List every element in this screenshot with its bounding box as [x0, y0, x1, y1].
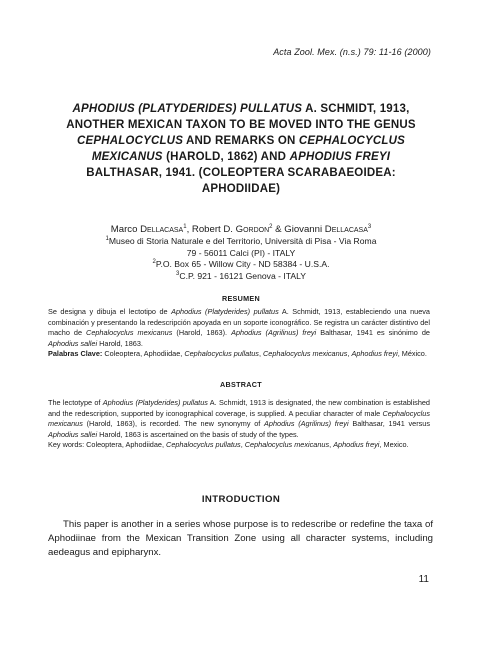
introduction-paragraph: This paper is another in a series whose purpose is to redescribe or redefine the taxa of Aphodiinae from the Mexican Transition Zone using all character systems, including aedeagus and epipharynx.: [48, 519, 433, 558]
resumen-kw-label: Palabras Clave:: [48, 349, 103, 359]
abstract-heading: ABSTRACT: [220, 380, 262, 389]
title-genus-1: CEPHALOCYCLUS: [76, 135, 184, 147]
abstract-t2: Aphodius (Platyderides) pullatus: [102, 398, 208, 407]
resumen-t2: Aphodius (Platyderides) pullatus: [171, 307, 279, 316]
abstract-kw6: Aphodius freyi: [333, 440, 380, 450]
resumen-kw7: , México.: [397, 349, 427, 359]
title-line-6: APHODIIDAE): [201, 183, 281, 195]
affiliation-1: [40, 236, 442, 248]
author-sep-1: , Robert D.: [186, 224, 236, 235]
title-author-year: A. SCHMIDT, 1913,: [302, 103, 410, 115]
resumen-heading: RESUMEN: [221, 294, 261, 303]
resumen-t8: Aphodius sallei: [48, 338, 98, 348]
abstract-kw7: , Mexico.: [379, 440, 409, 450]
resumen-body: [48, 307, 430, 360]
abstract-text: [48, 398, 430, 440]
resumen-t3: A. Schmidt, 1913, estableciendo una nueva combinación y presentando la redescripción apoyada en un soporte iconográfico. Se registra un carácter distintivo del macho de: [48, 307, 430, 338]
title-line-2: ANOTHER MEXICAN TAXON TO BE MOVED INTO THE GENUS: [66, 119, 416, 131]
resumen-t1: Se designa y dibuja el lectotipo de: [48, 307, 172, 316]
title-species-freyi: APHODIUS FREYI: [289, 151, 391, 163]
authors-block: [40, 223, 442, 282]
resumen-kw4: Cephalocyclus mexicanus: [263, 349, 348, 359]
affiliation-2: [40, 259, 442, 271]
author-sep-2: & Giovanni: [272, 224, 325, 235]
author-2-last: Gordon: [235, 224, 270, 235]
abstract-t5: (Harold, 1863), is recorded. The new synonymy of: [82, 419, 265, 429]
resumen-t9: Harold, 1863.: [97, 338, 143, 348]
resumen-kw5: ,: [347, 349, 352, 359]
title-line-5: BALTHASAR, 1941. (COLEOPTERA SCARABAEOIDEA:: [86, 167, 396, 179]
abstract-t9: Harold, 1863 is ascertained on the basis of study of the types.: [97, 429, 299, 439]
abstract-t6: Aphodius (Agrilinus) freyi: [264, 419, 349, 429]
author-1-sup: 1: [183, 223, 187, 230]
abstract-t1: The lectotype of: [48, 398, 103, 407]
author-2-sup: 2: [269, 223, 273, 230]
abstract-kw1: Coleoptera, Aphodiidae,: [84, 440, 167, 450]
affiliation-1-line-2: 79 - 56011 Calci (PI) - ITALY: [186, 247, 296, 258]
abstract-t8: Aphodius sallei: [48, 429, 98, 439]
affiliation-1-sup: 1: [105, 236, 109, 243]
author-3-sup: 3: [367, 223, 372, 230]
resumen-t5: (Harold, 1863).: [172, 328, 232, 338]
resumen-t6: Aphodius (Agrilinus) freyi: [231, 328, 317, 338]
abstract-t3: A. Schmidt, 1913 is designated, the new combination is established and the redescription, supported by iconographical coverage, is supplied. A peculiar character of male: [48, 398, 430, 418]
affiliation-2-text: P.O. Box 65 - Willow City - ND 58384 - U.S.A.: [155, 259, 330, 269]
abstract-t4: Cephalocyclus mexicanus: [48, 408, 430, 429]
author-names: [40, 223, 442, 236]
resumen-kw1: Coleoptera, Aphodiidae,: [102, 349, 185, 359]
resumen-kw3: ,: [258, 349, 264, 359]
title-genus-2: CEPHALOCYCLUS: [298, 135, 406, 147]
resumen-text: [48, 307, 430, 349]
resumen-t7: Balthasar, 1941 es sinónimo de: [316, 328, 430, 338]
affiliation-3-text: C.P. 921 - 16121 Genova - ITALY: [179, 270, 306, 281]
page-number: 11: [418, 574, 429, 585]
title-line-3: [40, 133, 442, 149]
resumen-t4: Cephalocyclus mexicanus: [86, 328, 173, 338]
abstract-kw2: Cephalocyclus pullatus: [166, 440, 241, 450]
affiliation-1-line-1: Museo di Storia Naturale e del Territorio, Università di Pisa - Via Roma: [108, 236, 377, 246]
abstract-kw4: Cephalocyclus mexicanus: [244, 440, 330, 450]
title-species-name: APHODIUS (PLATYDERIDES) PULLATUS: [72, 103, 303, 115]
title-connector-1: AND REMARKS ON: [183, 135, 299, 147]
resumen-keywords: [48, 349, 430, 360]
abstract-keywords: [48, 440, 430, 451]
introduction-heading: INTRODUCTION: [201, 494, 281, 505]
abstract-t7: Balthasar, 1941 versus: [348, 419, 430, 429]
affiliation-3: [40, 271, 442, 283]
affiliation-3-sup: 3: [176, 270, 180, 277]
abstract-body: [48, 398, 430, 451]
journal-citation: Acta Zool. Mex. (n.s.) 79: 11-16 (2000): [273, 47, 431, 57]
title-line-4: [40, 149, 442, 165]
title-connector-2: (HAROLD, 1862) AND: [162, 151, 290, 163]
author-3-last: Dellacasa: [324, 224, 368, 235]
title-species-mexicanus: MEXICANUS: [91, 151, 163, 163]
author-1-first: Marco: [110, 224, 141, 235]
resumen-kw2: Cephalocyclus pullatus: [184, 349, 259, 359]
title-line-1: [40, 101, 442, 117]
affiliation-2-sup: 2: [152, 259, 156, 266]
paper-title: [40, 101, 442, 197]
abstract-kw3: ,: [240, 440, 245, 450]
abstract-kw-label: Key words:: [48, 440, 85, 450]
author-1-last: Dellacasa: [140, 224, 184, 235]
resumen-kw6: Aphodius freyi: [351, 349, 398, 359]
abstract-kw5: ,: [329, 440, 334, 450]
